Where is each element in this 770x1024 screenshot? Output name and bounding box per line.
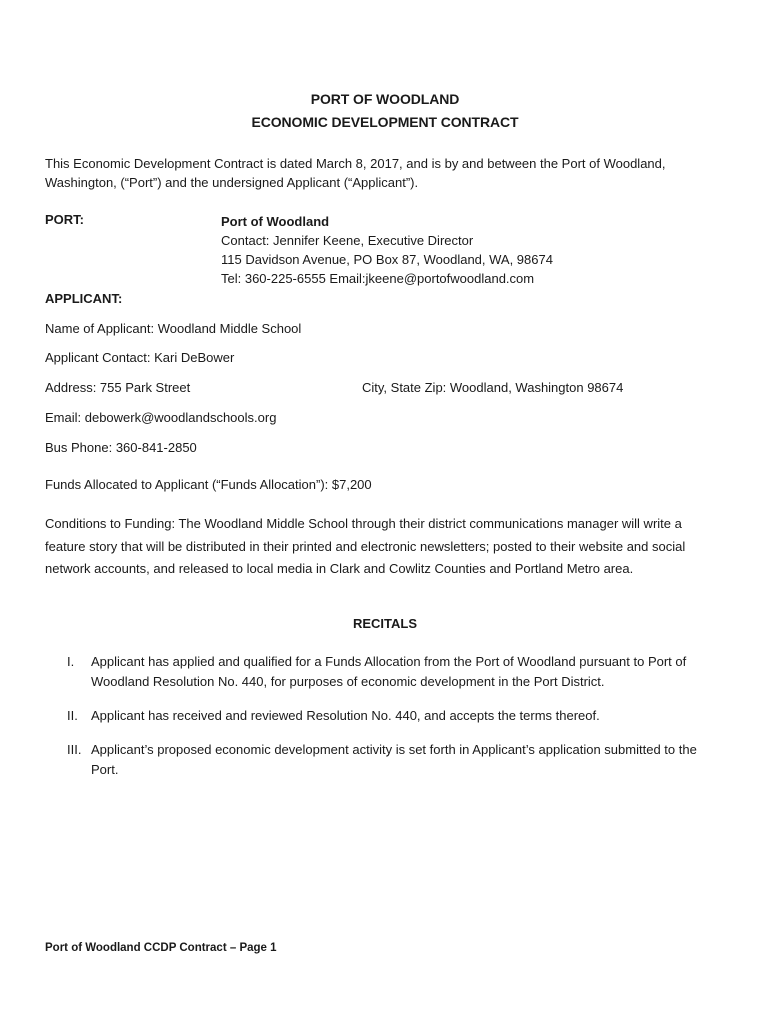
applicant-phone: Bus Phone: 360-841-2850 [45,440,197,455]
page-footer: Port of Woodland CCDP Contract – Page 1 [45,942,277,954]
applicant-name: Name of Applicant: Woodland Middle School [45,321,302,336]
recital-number: I. [67,654,75,669]
recital-number: II. [67,708,78,723]
port-label: PORT: [45,212,84,227]
applicant-contact: Applicant Contact: Kari DeBower [45,350,235,365]
port-tel-email: Tel: 360-225-6555 Email:jkeene@portofwoodland.com [221,271,535,286]
recital-text: Applicant’s proposed economic development activity is set forth in Applicant’s application submitted to the Port. [91,742,697,777]
recital-number: III. [67,742,82,757]
port-contact: Contact: Jennifer Keene, Executive Director [221,233,474,248]
applicant-city-state-zip: City, State Zip: Woodland, Washington 98674 [362,380,624,395]
document-title: PORT OF WOODLAND [310,91,460,107]
funds-allocation: Funds Allocated to Applicant (“Funds Allocation”): $7,200 [45,477,372,492]
recitals-heading: RECITALS [352,616,418,631]
intro-paragraph: This Economic Development Contract is dated March 8, 2017, and is by and between the Port of Woodland, Washington, (“Port”) and the undersigned Applicant (“Applicant”). [45,156,666,190]
applicant-label: APPLICANT: [45,291,123,306]
document-subtitle: ECONOMIC DEVELOPMENT CONTRACT [251,114,519,130]
recital-text: Applicant has received and reviewed Resolution No. 440, and accepts the terms thereof. [91,708,600,723]
port-address: 115 Davidson Avenue, PO Box 87, Woodland, WA, 98674 [221,252,553,267]
port-details [221,212,553,288]
applicant-address: Address: 755 Park Street [45,380,191,395]
recital-text: Applicant has applied and qualified for a Funds Allocation from the Port of Woodland pursuant to Port of Woodland Resolution No. 440, for purposes of economic development in the Port District. [91,654,687,689]
conditions-paragraph: Conditions to Funding: The Woodland Middle School through their district communications manager will write a feature story that will be distributed in their printed and electronic newsletters; posted to their website and social network accounts, and released to local media in Clark and Cowlitz Counties and Portland Metro area. [45,516,686,576]
port-name: Port of Woodland [221,214,330,229]
applicant-email: Email: debowerk@woodlandschools.org [45,410,277,425]
